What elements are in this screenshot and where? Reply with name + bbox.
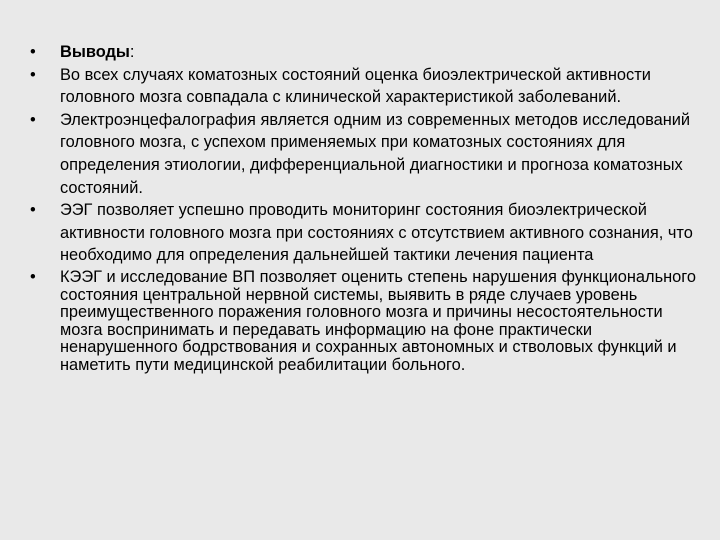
list-item [30,109,700,199]
list-item [30,64,700,109]
list-item-text: ЭЭГ позволяет успешно проводить мониторинг состояния биоэлектрической активности головного мозга при состояниях с отсутствием активного сознания, что необходимо для определения дальнейшей тактики лечения пациента [60,201,693,265]
list-item [30,199,700,267]
list-item-text: Во всех случаях коматозных состояний оценка биоэлектрической активности головного мозга совпадала с клинической характеристикой заболеваний. [60,65,651,107]
list-item-text: Электроэнцефалография является одним из современных методов исследований головного мозга, с успехом применяемых при коматозных состояниях для определения этиологии, дифференциальной диагностики и прогноза коматозных состояний. [60,110,691,197]
bullet-icon: • [30,201,36,220]
bullet-icon: • [30,110,36,129]
bullet-icon: • [30,43,36,61]
list-item-text: КЭЭГ и исследование ВП позволяет оценить степень нарушения функционального состояния центральной нервной системы, выявить в ряде случаев уровень преимущественного поражения головного мозга и причины несостоятельности мозга воспринимать и передавать информацию на фоне практически ненарушенного бодрствования и сохранных автономных и стволовых функций и наметить пути медицинской реабилитации больного. [60,267,697,374]
heading-colon: : [129,43,135,61]
bullet-icon: • [30,267,36,286]
list-item [30,269,700,375]
section-heading: Выводы [60,43,130,61]
conclusions-list [30,41,700,375]
list-item-heading [30,41,700,64]
bullet-icon: • [30,65,36,84]
